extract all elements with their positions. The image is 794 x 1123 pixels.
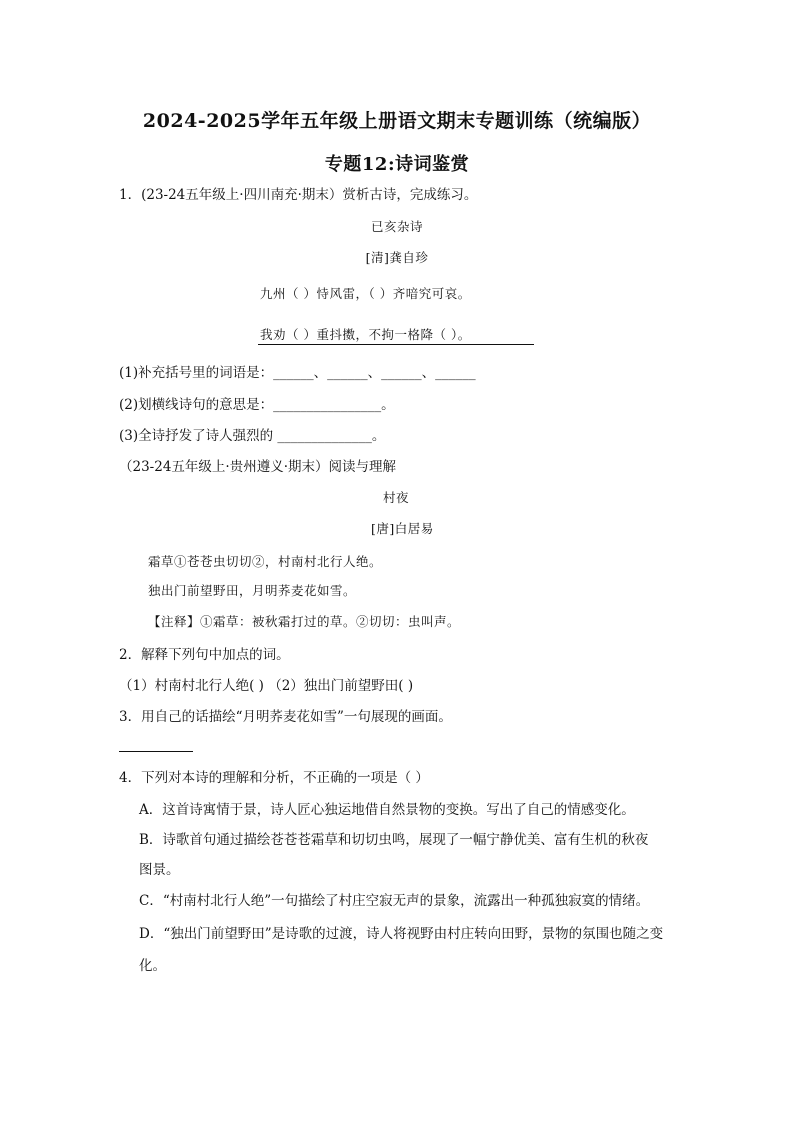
- q2group-poem-line1: 霜草①苍苍虫切切②，村南村北行人绝。: [148, 554, 383, 569]
- q1-poem-author: [清]龚自珍: [365, 250, 429, 265]
- q1-poem-line1: 九州（ ）恃风雷，（ ）齐喑究可哀。: [260, 286, 471, 301]
- q1-sub2: (2)划横线诗句的意思是：________________。: [119, 397, 395, 413]
- document-title: 2024-2025学年五年级上册语文期末专题训练（统编版）: [142, 110, 652, 132]
- q2-prompt: 2．解释下列句中加点的词。: [119, 647, 290, 663]
- q2group-note: 【注释】①霜草：被秋霜打过的草。②切切：虫叫声。: [148, 614, 461, 629]
- q2group-prompt: （23-24五年级上·贵州遵义·期末）阅读与理解: [119, 459, 396, 475]
- q4-option-d-line1: D．“独出门前望野田”是诗歌的过渡，诗人将视野由村庄转向田野，景物的氛围也随之变: [139, 926, 664, 942]
- q4-option-b-line2: 图景。: [139, 862, 180, 878]
- q2group-poem-line2: 独出门前望野田，月明荞麦花如雪。: [148, 583, 357, 598]
- q4-option-d-line2: 化。: [139, 958, 166, 974]
- q1-sub1: (1)补充括号里的词语是：______、______、______、______: [119, 365, 476, 381]
- q3-prompt: 3．用自己的话描绘“月明荞麦花如雪”一句展现的画面。: [119, 709, 452, 725]
- q1-sub3: (3)全诗抒发了诗人强烈的 ______________。: [119, 428, 386, 444]
- q2-items: （1）村南村北行人绝( ) （2）独出门前望野田( ): [119, 678, 414, 694]
- q4-option-a: A．这首诗寓情于景，诗人匠心独运地借自然景物的变换。写出了自己的情感变化。: [139, 802, 635, 818]
- document-subtitle: 专题12:诗词鉴赏: [324, 154, 470, 175]
- q1-prompt: 1．(23-24五年级上·四川南充·期末）赏析古诗，完成练习。: [119, 187, 478, 203]
- q3-answer-line: [119, 751, 193, 752]
- q1-poem-title: 已亥杂诗: [370, 219, 423, 234]
- q4-option-c: C．“村南村北行人绝”一句描绘了村庄空寂无声的景象，流露出一种孤独寂寞的情绪。: [139, 893, 650, 909]
- q4-prompt: 4．下列对本诗的理解和分析，不正确的一项是（ ）: [119, 770, 429, 786]
- q1-poem-line2-underline: [258, 344, 534, 345]
- q2group-poem-title: 村夜: [383, 490, 410, 505]
- q2group-poem-author: [唐]白居易: [371, 521, 434, 536]
- q1-poem-line2: 我劝（ ）重抖擞，不拘一格降（ ）。: [260, 327, 471, 342]
- q4-option-b-line1: B．诗歌首句通过描绘苍苍苍霜草和切切虫鸣，展现了一幅宁静优美、富有生机的秋夜: [139, 832, 649, 848]
